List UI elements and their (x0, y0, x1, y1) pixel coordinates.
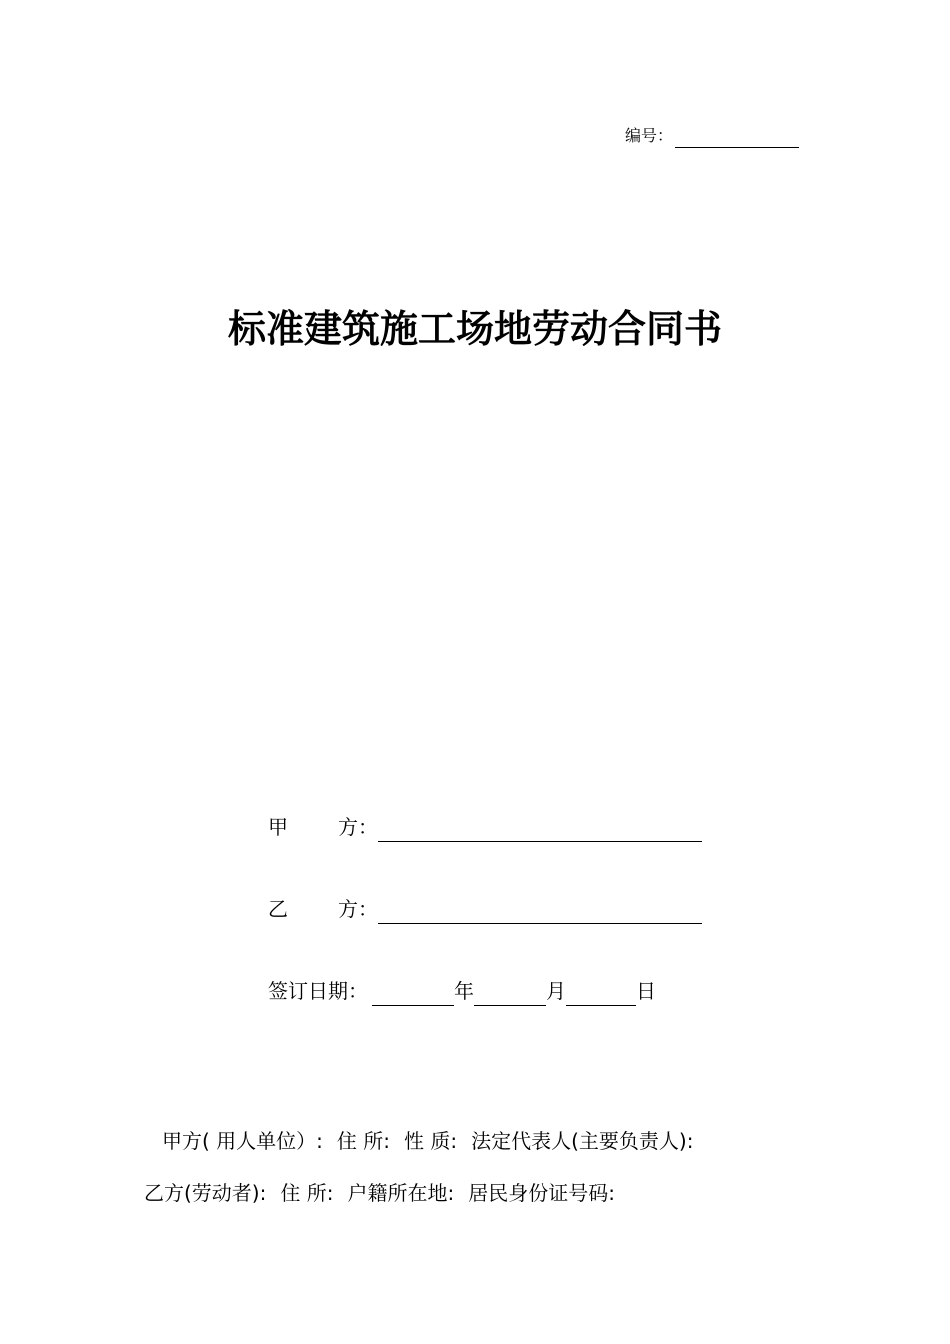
sign-date-row (268, 976, 656, 1006)
year-blank-line (372, 981, 454, 1006)
party-a-rep-label: 法定代表人(主要负责人): (471, 1129, 694, 1153)
party-b-label (268, 894, 358, 924)
party-b-row (268, 894, 702, 924)
party-b-label-char-2: 方 (338, 897, 358, 921)
party-a-colon: ： (358, 815, 378, 839)
party-a-blank-line (378, 817, 702, 842)
party-b-id-label: 居民身份证号码: (468, 1181, 615, 1205)
month-label: 月 (546, 979, 566, 1003)
party-a-address-label: 住 所: (336, 1129, 391, 1153)
day-blank-line (566, 981, 636, 1006)
party-a-info-row (162, 1126, 693, 1156)
party-b-worker-label: 乙方(劳动者): (144, 1181, 267, 1205)
party-a-row (268, 812, 702, 842)
day-label: 日 (636, 979, 656, 1003)
document-title: 标准建筑施工场地劳动合同书 (227, 306, 722, 351)
party-b-info-row (144, 1178, 615, 1208)
serial-blank-line (675, 125, 799, 148)
party-b-address-label: 住 所: (280, 1181, 334, 1205)
party-b-household-label: 户籍所在地: (347, 1181, 455, 1205)
party-a-label (268, 812, 358, 842)
party-a-label-char-2: 方 (338, 815, 358, 839)
month-blank-line (474, 981, 546, 1006)
year-label: 年 (454, 979, 474, 1003)
party-a-unit-label: 甲方( 用人单位）: (162, 1129, 323, 1153)
party-b-colon: ： (358, 897, 378, 921)
party-a-nature-label: 性 质: (404, 1129, 458, 1153)
party-b-blank-line (378, 899, 702, 924)
sign-date-label: 签订日期： (268, 979, 368, 1003)
party-a-label-char-1: 甲 (268, 815, 288, 839)
serial-label: 编号： (625, 126, 674, 145)
party-b-label-char-1: 乙 (268, 897, 288, 921)
serial-number (625, 124, 799, 148)
